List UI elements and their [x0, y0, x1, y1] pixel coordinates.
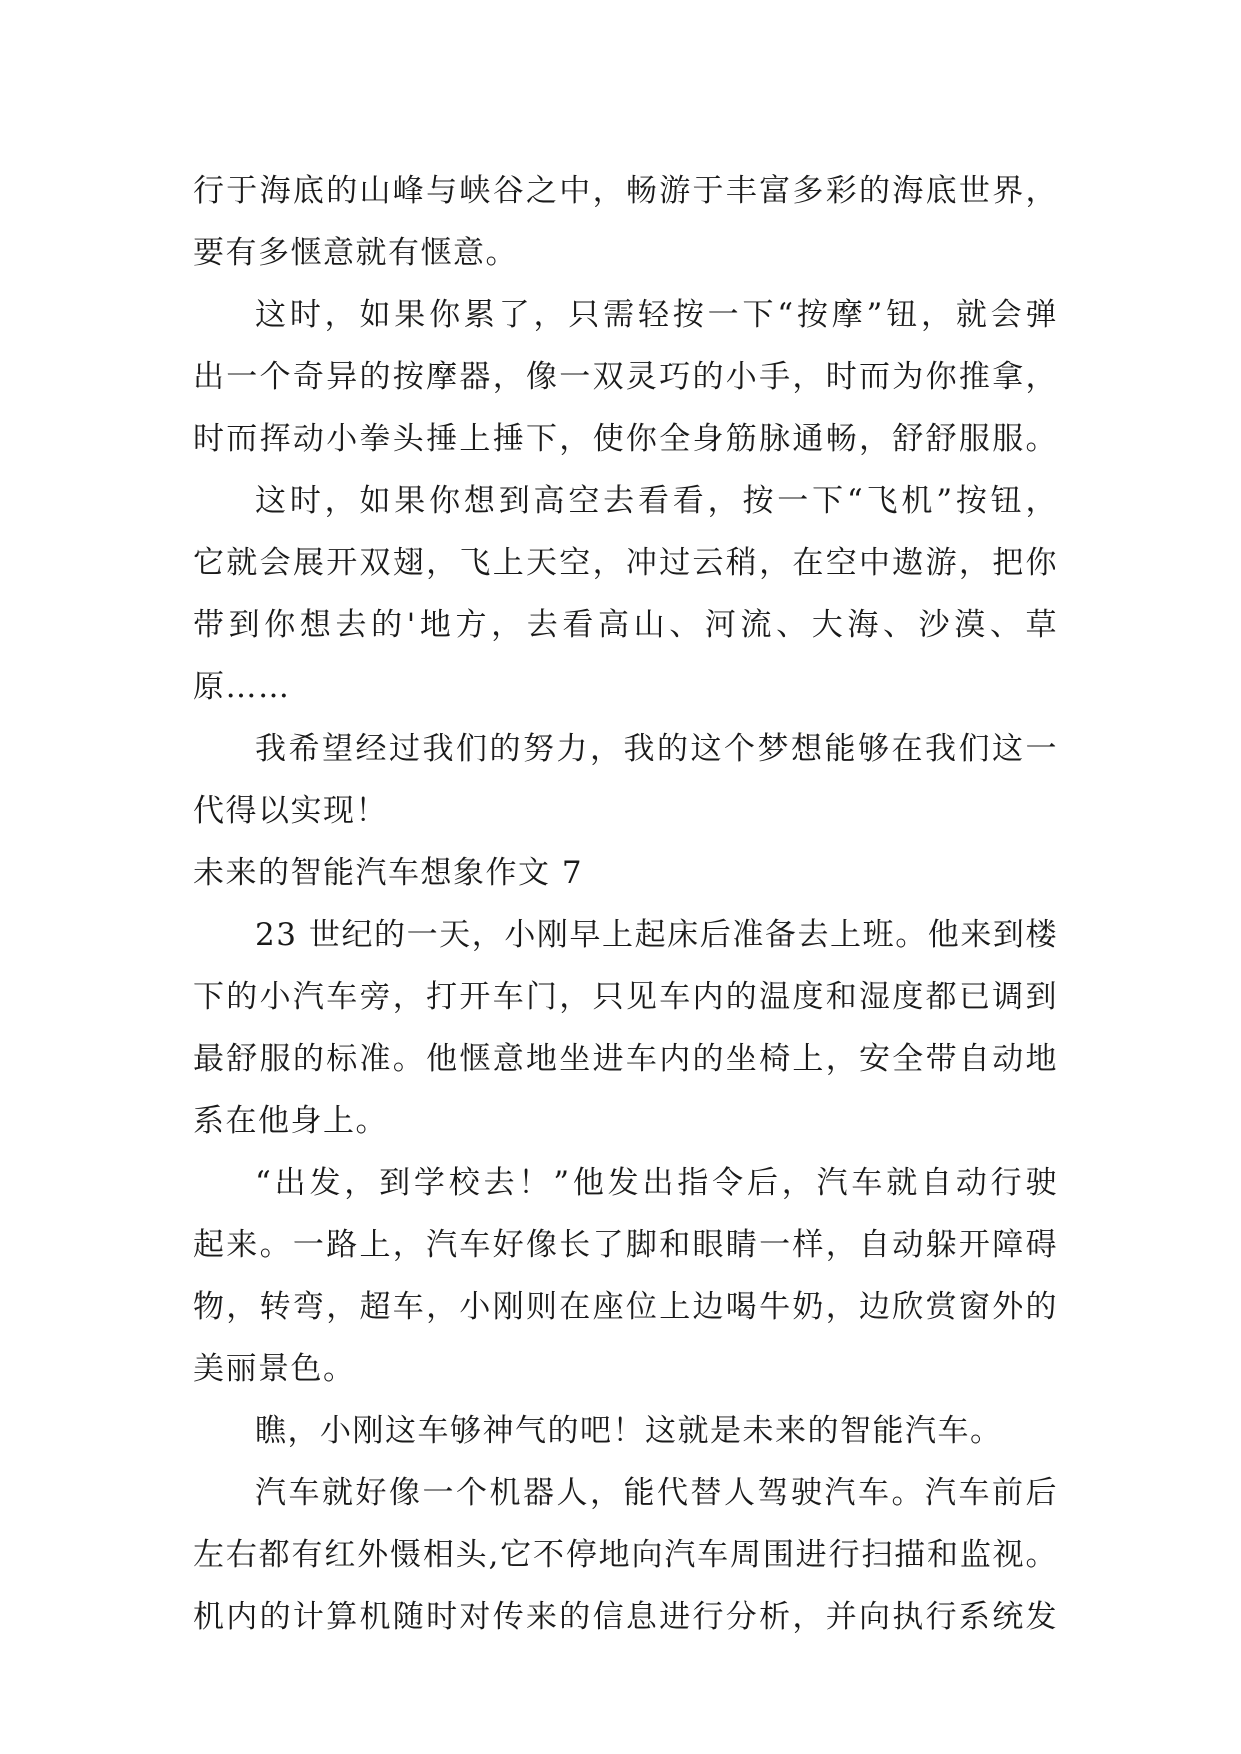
- paragraph-line: 最舒服的标准。他惬意地坐进车内的坐椅上，安全带自动地: [193, 1041, 1058, 1077]
- paragraph-line: 起来。一路上，汽车好像长了脚和眼睛一样，自动躲开障碍: [193, 1227, 1058, 1263]
- paragraph-line: 汽车就好像一个机器人，能代替人驾驶汽车。汽车前后: [255, 1475, 1058, 1511]
- paragraph-line: 瞧，小刚这车够神气的吧！这就是未来的智能汽车。: [255, 1413, 1003, 1449]
- paragraph-line: 时而挥动小拳头捶上捶下，使你全身筋脉通畅，舒舒服服。: [193, 421, 1058, 457]
- paragraph-line: 我希望经过我们的努力，我的这个梦想能够在我们这一: [255, 731, 1058, 767]
- paragraph-line: 下的小汽车旁，打开车门，只见车内的温度和湿度都已调到: [193, 979, 1058, 1015]
- paragraph-line: 23 世纪的一天，小刚早上起床后准备去上班。他来到楼: [255, 917, 1058, 953]
- paragraph-line: 原……: [193, 669, 291, 705]
- paragraph-line: 这时，如果你想到高空去看看，按一下“飞机”按钮，: [255, 483, 1058, 519]
- paragraph-line: 出一个奇异的按摩器，像一双灵巧的小手，时而为你推拿，: [193, 359, 1058, 395]
- paragraph-line: 代得以实现！: [193, 793, 388, 829]
- paragraph-line: 物，转弯，超车，小刚则在座位上边喝牛奶，边欣赏窗外的: [193, 1289, 1058, 1325]
- paragraph-line: 机内的计算机随时对传来的信息进行分析，并向执行系统发: [193, 1599, 1058, 1635]
- paragraph-line: 这时，如果你累了，只需轻按一下“按摩”钮，就会弹: [255, 297, 1058, 333]
- document-body: [193, 160, 1058, 1648]
- paragraph-line: 它就会展开双翅，飞上天空，冲过云稍，在空中遨游，把你: [193, 545, 1058, 581]
- paragraph-line: “出发，到学校去！”他发出指令后，汽车就自动行驶: [255, 1165, 1058, 1201]
- paragraph-line: 带到你想去的'地方，去看高山、河流、大海、沙漠、草: [193, 607, 1058, 643]
- paragraph-line: 左右都有红外慑相头,它不停地向汽车周围进行扫描和监视。: [193, 1537, 1058, 1573]
- paragraph-line: 要有多惬意就有惬意。: [193, 235, 518, 271]
- paragraph-line: 行于海底的山峰与峡谷之中，畅游于丰富多彩的海底世界，: [193, 173, 1058, 209]
- paragraph-line: 美丽景色。: [193, 1351, 356, 1387]
- paragraph-line: 系在他身上。: [193, 1103, 388, 1139]
- section-heading: 未来的智能汽车想象作文 7: [193, 855, 584, 891]
